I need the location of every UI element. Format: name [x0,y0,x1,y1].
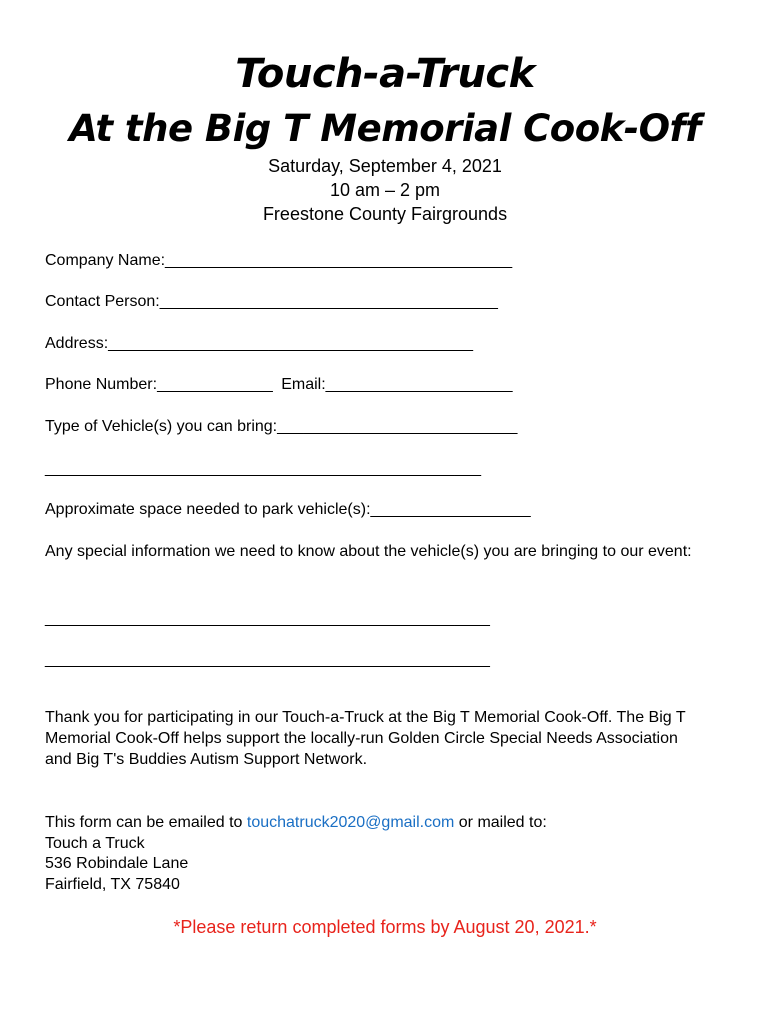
mailing-intro-end: or mailed to: [454,814,547,831]
event-location: Freestone County Fairgrounds [262,204,508,224]
mailing-city: Fairfield, TX 75840 [45,876,180,893]
mailing-intro [45,812,547,833]
contact-person-field[interactable]: Contact Person:______________________________________ [45,293,498,310]
address-field[interactable]: Address:_________________________________________ [45,335,473,352]
phone-number-field[interactable]: Phone Number:_____________ [45,376,273,393]
page-title: Touch-a-Truck [235,51,535,97]
deadline-notice: *Please return completed forms by August 20, 2021.* [173,917,597,937]
special-info-prompt: Any special information we need to know about the vehicle(s) you are bringing to our event: [45,543,692,560]
event-date: Saturday, September 4, 2021 [268,156,502,176]
company-name-field[interactable]: Company Name:_______________________________________ [45,252,513,269]
parking-space-field[interactable]: Approximate space needed to park vehicle(s):__________________ [45,501,531,518]
vehicle-type-field[interactable]: Type of Vehicle(s) you can bring:___________________________ [45,418,518,435]
page-subtitle: At the Big T Memorial Cook-Off [69,107,701,150]
mailing-intro-text: This form can be emailed to [45,814,247,831]
event-time: 10 am – 2 pm [329,180,441,200]
special-info-line-2[interactable]: __________________________________________________ [45,651,490,668]
special-info-line-1[interactable]: __________________________________________________ [45,610,490,627]
vehicle-type-extra-line[interactable]: _________________________________________________ [45,460,482,477]
mailing-street: 536 Robindale Lane [45,855,189,872]
phone-email-row [45,374,513,395]
contact-email-link[interactable]: touchatruck2020@gmail.com [246,814,455,831]
email-field[interactable]: Email:_____________________ [281,376,513,393]
mailing-name: Touch a Truck [45,835,145,852]
thank-you-paragraph: Thank you for participating in our Touch-a-Truck at the Big T Memorial Cook-Off. The Big T Memorial Cook-Off helps support the locally-run Golden Circle Special Needs Association and Big T's Buddies Autism Support Network. [45,709,686,768]
